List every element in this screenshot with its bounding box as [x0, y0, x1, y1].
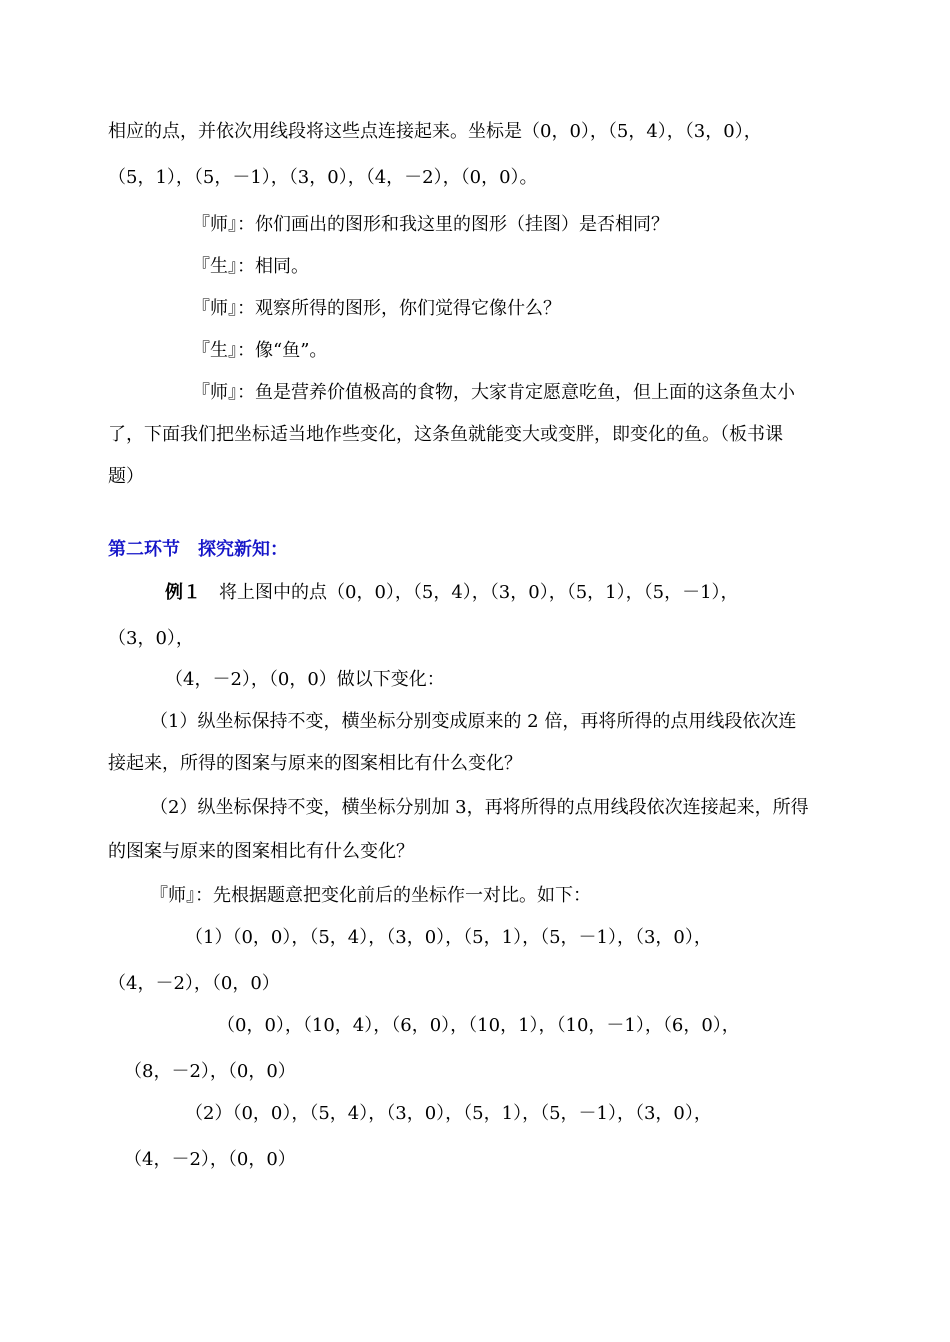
dialogue-student: 『生』：相同。: [192, 256, 309, 277]
section-heading: 第二环节 探究新知：: [108, 539, 288, 560]
dialogue-student: 『生』：像“鱼”。: [192, 340, 328, 361]
paragraph-line: 相应的点，并依次用线段将这些点连接起来。坐标是（0，0），（5，4），（3，0），: [108, 121, 762, 142]
coord-list: （0，0），（10，4），（6，0），（10，1），（10，－1），（6，0），: [217, 1015, 740, 1036]
coord-list: （1）（0，0），（5，4），（3，0），（5，1），（5，－1），（3，0），: [185, 927, 712, 948]
question-2: （2）纵坐标保持不变，横坐标分别加 3，再将所得的点用线段依次连接起来，所得: [150, 797, 809, 818]
paragraph-line: 了，下面我们把坐标适当地作些变化，这条鱼就能变大或变胖，即变化的鱼。（板书课: [108, 424, 783, 445]
example-line: [165, 580, 739, 606]
example-label: 例１: [165, 582, 201, 603]
question-2-cont: 的图案与原来的图案相比有什么变化？: [108, 841, 414, 862]
dialogue-teacher: 『师』：你们画出的图形和我这里的图形（挂图）是否相同？: [192, 214, 669, 235]
question-1: （1）纵坐标保持不变，横坐标分别变成原来的 2 倍，再将所得的点用线段依次连: [150, 711, 797, 732]
coord-list: （4，－2），（0，0）: [124, 1149, 296, 1170]
coord-list: （2）（0，0），（5，4），（3，0），（5，1），（5，－1），（3，0），: [185, 1103, 712, 1124]
question-1-cont: 接起来，所得的图案与原来的图案相比有什么变化？: [108, 753, 522, 774]
dialogue-teacher: 『师』：先根据题意把变化前后的坐标作一对比。如下：: [150, 885, 591, 906]
example-line: （4，－2），（0，0）做以下变化：: [165, 669, 445, 690]
paragraph-line: 题）: [108, 466, 144, 487]
dialogue-teacher: 『师』：鱼是营养价值极高的食物，大家肯定愿意吃鱼，但上面的这条鱼太小: [192, 382, 795, 403]
paragraph-line: （5，1），（5，－1），（3，0），（4，－2），（0，0）。: [108, 167, 538, 188]
coord-list: （8，－2），（0，0）: [124, 1061, 296, 1082]
example-text: 将上图中的点（0，0），（5，4），（3，0），（5，1），（5，－1），: [219, 582, 739, 603]
example-line: （3，0），: [108, 628, 194, 649]
coord-list: （4，－2），（0，0）: [108, 973, 280, 994]
dialogue-teacher: 『师』：观察所得的图形，你们觉得它像什么？: [192, 298, 561, 319]
